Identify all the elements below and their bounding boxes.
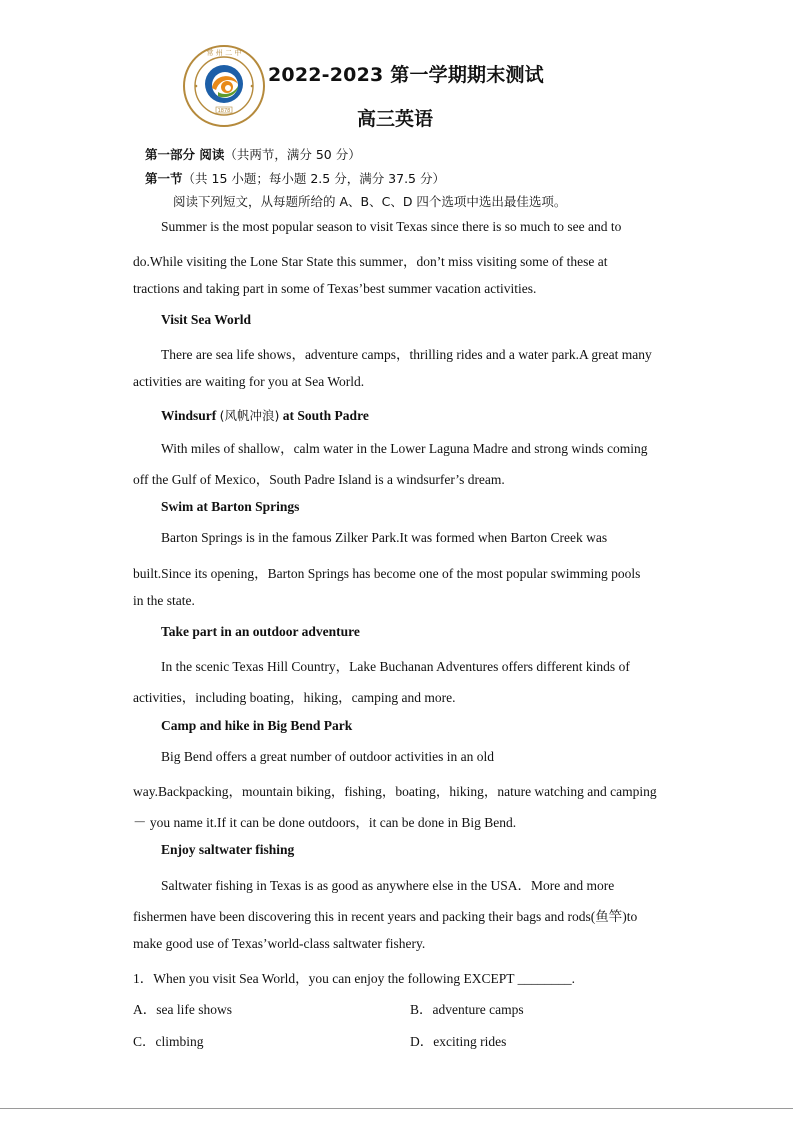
logo-ring-text: 常 州 二 中 <box>206 49 242 57</box>
section-title-sea-world: Visit Sea World <box>161 312 252 327</box>
part-heading <box>145 145 361 163</box>
paragraph-line: built.Since its opening，Barton Springs has become one of the most popular swimming pools <box>133 566 641 581</box>
section-heading <box>145 169 445 187</box>
section-title-barton-springs: Swim at Barton Springs <box>161 499 300 514</box>
option-a[interactable]: A．sea life shows <box>133 1002 232 1017</box>
section-title-outdoor-adventure: Take part in an outdoor adventure <box>161 624 360 639</box>
paragraph-line: fishermen have been discovering this in recent years and packing their bags and rods(鱼竿)to <box>133 909 638 924</box>
paragraph-line: make good use of Texas’world-class saltwater fishery. <box>133 936 426 951</box>
windsurf-title-b: at South Padre <box>279 408 369 423</box>
section-heading-rest: （共 15 小题；每小题 2.5 分，满分 37.5 分） <box>182 171 445 186</box>
section-title-windsurf <box>161 406 369 424</box>
paragraph-line: way.Backpacking，mountain biking，fishing，boating，hiking，nature watching and camping <box>133 784 657 799</box>
paragraph-line: There are sea life shows，adventure camps，thrilling rides and a water park.A great many <box>161 347 652 362</box>
paragraph-line: － you name it.If it can be done outdoors，it can be done in Big Bend. <box>133 815 517 830</box>
paragraph-line: in the state. <box>133 593 195 608</box>
direction-text: 阅读下列短文，从每题所给的 A、B、C、D 四个选项中选出最佳选项。 <box>173 194 567 209</box>
option-b[interactable]: B．adventure camps <box>410 1002 524 1017</box>
page-bottom-rule <box>0 1108 793 1109</box>
paragraph-line: activities are waiting for you at Sea World. <box>133 374 365 389</box>
section-title-big-bend: Camp and hike in Big Bend Park <box>161 718 353 733</box>
paragraph-line: off the Gulf of Mexico，South Padre Island is a windsurfer’s dream. <box>133 472 505 487</box>
paragraph-line: With miles of shallow，calm water in the Lower Laguna Madre and strong winds coming <box>161 441 648 456</box>
paragraph-line: In the scenic Texas Hill Country，Lake Buchanan Adventures offers different kinds of <box>161 659 630 674</box>
paragraph-line: Barton Springs is in the famous Zilker Park.It was formed when Barton Creek was <box>161 530 608 545</box>
section-heading-bold: 第一节 <box>145 171 183 186</box>
paragraph-line: activities，including boating，hiking，camping and more. <box>133 690 456 705</box>
option-d[interactable]: D．exciting rides <box>410 1034 507 1049</box>
paragraph-line: tractions and taking part in some of Texas’best summer vacation activities. <box>133 281 537 296</box>
option-c[interactable]: C．climbing <box>133 1034 204 1049</box>
question-stem: 1．When you visit Sea World，you can enjoy the following EXCEPT ________. <box>133 971 575 986</box>
paragraph-line: Summer is the most popular season to visit Texas since there is so much to see and to <box>161 219 622 234</box>
paragraph-line: do.While visiting the Lone Star State this summer，don’t miss visiting some of these at <box>133 254 608 269</box>
windsurf-title-a: Windsurf <box>161 408 220 423</box>
paragraph-line: Saltwater fishing in Texas is as good as anywhere else in the USA．More and more <box>161 878 615 893</box>
part-heading-bold: 第一部分 阅读 <box>145 147 225 162</box>
part-heading-rest: （共两节，满分 50 分） <box>224 147 361 162</box>
logo-year: 1878 <box>217 108 231 114</box>
windsurf-title-cn: (风帆冲浪) <box>219 408 280 423</box>
section-title-saltwater-fishing: Enjoy saltwater fishing <box>161 842 295 857</box>
exam-subject: 高三英语 <box>357 108 434 130</box>
exam-title: 2022-2023 第一学期期末测试 <box>268 64 544 86</box>
school-logo <box>182 44 266 128</box>
paragraph-line: Big Bend offers a great number of outdoor activities in an old <box>161 749 495 764</box>
